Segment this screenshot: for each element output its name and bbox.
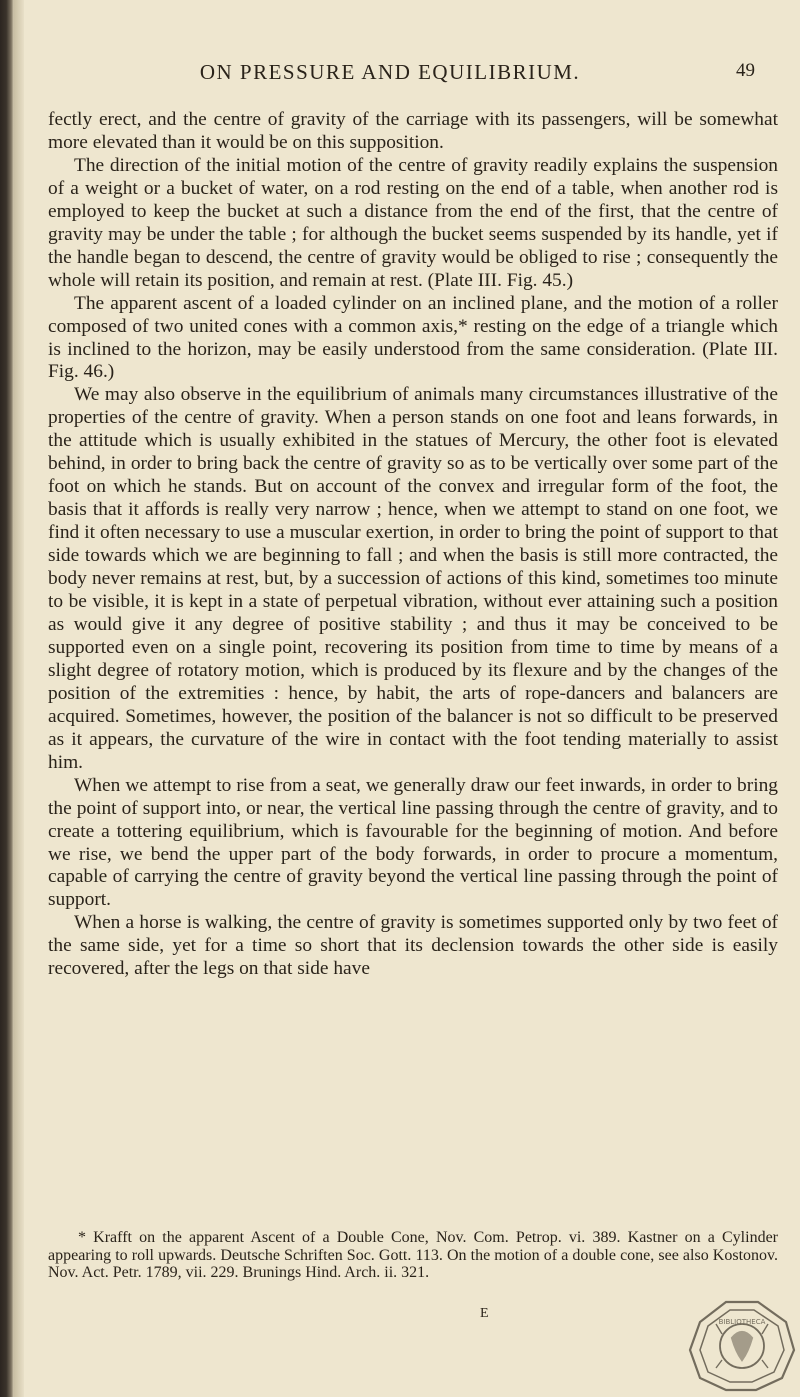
running-header: ON PRESSURE AND EQUILIBRIUM. — [199, 60, 581, 84]
body-text — [48, 109, 778, 981]
page-gutter — [14, 0, 24, 1397]
paragraph-bucket-suspension: The direction of the initial motion of the centre of gravity readily explains the suspension of a weight or a bucket of water, on a rod resting on the end of a table, when another rod is employed to keep the bucket at such a distance from the end of the first, that the centre of gravity may be under the table ; for although the bucket seems suspended by its handle, yet if the handle began to descend, the centre of gravity would be obliged to rise ; consequently the whole will retain its position, and remain at rest. (Plate III. Fig. 45.) — [48, 154, 778, 291]
paragraph-continuation: fectly erect, and the centre of gravity of the carriage with its passengers, will be somewhat more elevated than it would be on this supposition. — [48, 109, 778, 153]
svg-text:BIBLIOTHECA: BIBLIOTHECA — [718, 1318, 766, 1326]
footnote: * Krafft on the apparent Ascent of a Double Cone, Nov. Com. Petrop. vi. 389. Kastner on a Cylinder appearing to roll upwards. Deutsche Schriften Soc. Gott. 113. On the motion of a double cone, see also Kostonov. Nov. Act. Petr. 1789, vii. 229. Brunings Hind. Arch. ii. 321. — [48, 1229, 778, 1282]
signature-mark: E — [480, 1306, 489, 1321]
paragraph-rising-from-seat: When we attempt to rise from a seat, we generally draw our feet inwards, in order to bring the point of support into, or near, the vertical line passing through the centre of gravity, and to create a tottering equilibrium, which is favourable for the beginning of motion. And before we rise, we bend the upper part of the body forwards, in order to procure a momentum, capable of carrying the centre of gravity beyond the vertical line passing through the point of support. — [48, 774, 778, 911]
paragraph-horse-walking: When a horse is walking, the centre of gravity is sometimes supported only by two feet of the same side, yet for a time so short that its declension towards the other side is easily recovered, after the legs on that side have — [48, 912, 778, 980]
page-number: 49 — [736, 60, 755, 81]
paragraph-inclined-cylinder: The apparent ascent of a loaded cylinder on an inclined plane, and the motion of a roller composed of two united cones with a common axis,* resting on the edge of a triangle which is inclined to the horizon, may be easily understood from the same consideration. (Plate III. Fig. 46.) — [48, 292, 778, 383]
library-seal-icon — [686, 1294, 798, 1392]
paragraph-animal-equilibrium: We may also observe in the equilibrium of animals many circumstances illustrative of the properties of the centre of gravity. When a person stands on one foot and leans forwards, in the attitude which is usually exhibited in the statues of Mercury, the other foot is elevated behind, in order to bring back the centre of gravity so as to be vertically over some part of the foot on which he stands. But on account of the convex and irregular form of the foot, the basis that it affords is really very narrow ; hence, when we attempt to stand on one foot, we find it often necessary to use a muscular exertion, in order to bring the point of support to that side towards which we are beginning to fall ; and when the basis is still more contracted, the body never remains at rest, but, by a succession of actions of this kind, sometimes too minute to be visible, it is kept in a state of perpetual vibration, without ever attaining such a position as would give it any degree of positive stability ; and thus it may be conceived to be supported even on a single point, recovering its position from time to time by means of a slight degree of rotatory motion, which is produced by its flexure and by the changes of the position of the extremities : hence, by habit, the arts of rope-dancers and balancers are acquired. Sometimes, however, the position of the balancer is not so difficult to be preserved as it appears, the curvature of the wire in contact with the foot tending materially to assist him. — [48, 384, 778, 773]
book-spine-shadow — [0, 0, 14, 1397]
